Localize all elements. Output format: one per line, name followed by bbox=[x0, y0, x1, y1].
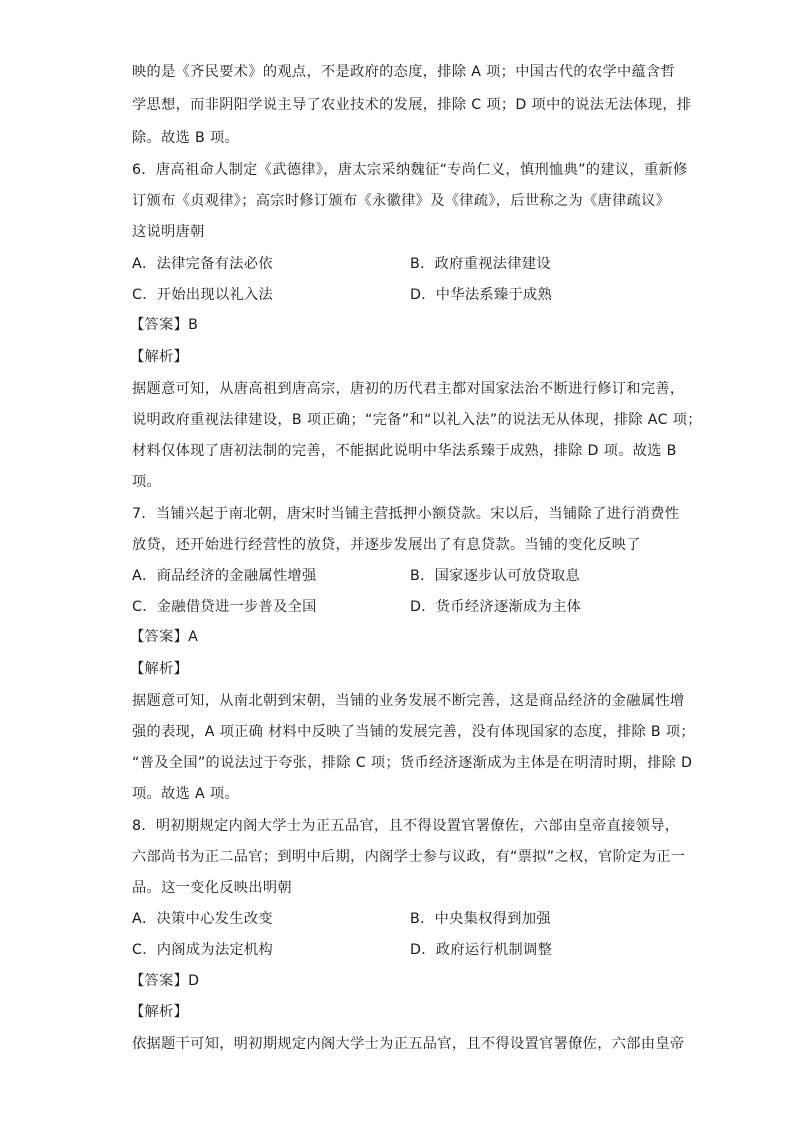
question-7-stem-line: 放贷，还开始进行经营性的放贷，并逐步发展出了有息贷款。当铺的变化反映了 bbox=[132, 537, 641, 553]
question-7-stem-line: 7．当铺兴起于南北朝，唐宋时当铺主营抵押小额贷款。宋以后，当铺除了进行消费性 bbox=[132, 506, 680, 522]
question-6-stem-line: 订颁布《贞观律》；高宗时修订颁布《永徽律》及《律疏》，后世称之为《唐律疏议》 bbox=[132, 193, 671, 209]
question-6-option-b: B．政府重视法律建设 bbox=[410, 256, 551, 272]
question-7-option-b: B．国家逐步认可放贷取息 bbox=[410, 568, 580, 584]
question-7-analysis-line: 据题意可知，从南北朝到宋朝，当铺的业务发展不断完善，这是商品经济的金融属性增 bbox=[132, 693, 685, 709]
question-8-option-c: C．内阁成为法定机构 bbox=[132, 942, 274, 958]
question-6-analysis-line: 项。 bbox=[132, 474, 162, 490]
question-6-option-a: A．法律完备有法必依 bbox=[132, 256, 273, 272]
text-line: 学思想，而非阴阳学说主导了农业技术的发展，排除 C 项；D 项中的说法无法体现，排 bbox=[132, 97, 692, 113]
question-7-analysis-line: 强的表现，A 项正确 材料中反映了当铺的发展完善，没有体现国家的态度，排除 B 项； bbox=[132, 724, 695, 740]
question-6-option-d: D．中华法系臻于成熟 bbox=[410, 287, 553, 303]
question-6-answer: 【答案】B bbox=[130, 317, 199, 333]
question-6-analysis-line: 说明政府重视法律建设，B 项正确；“完备”和“以礼入法”的说法无从体现，排除 AC 项； bbox=[132, 412, 702, 428]
question-6-analysis-line: 据题意可知，从唐高祖到唐高宗，唐初的历代君主都对国家法治不断进行修订和完善， bbox=[132, 381, 685, 397]
question-8-option-d: D．政府运行机制调整 bbox=[410, 942, 553, 958]
question-7-answer: 【答案】A bbox=[130, 629, 199, 645]
question-8-option-b: B．中央集权得到加强 bbox=[410, 911, 551, 927]
question-7-analysis-line: “普及全国”的说法过于夸张，排除 C 项；货币经济逐渐成为主体是在明清时期，排除 D bbox=[132, 755, 693, 771]
question-7-option-a: A．商品经济的金融属性增强 bbox=[132, 568, 317, 584]
question-7-option-c: C．金融借贷进一步普及全国 bbox=[132, 599, 317, 615]
text-line: 除。故选 B 项。 bbox=[132, 130, 240, 146]
question-6-option-c: C．开始出现以礼入法 bbox=[132, 287, 274, 303]
text-line: 映的是《齐民要术》的观点，不是政府的态度，排除 A 项；中国古代的农学中蕴含哲 bbox=[132, 64, 676, 80]
question-8-stem-line: 六部尚书为正二品官；到明中后期，内阁学士参与议政，有“票拟”之权，官阶定为正一 bbox=[132, 849, 686, 865]
question-6-analysis-label: 【解析】 bbox=[130, 349, 189, 365]
question-7-analysis-label: 【解析】 bbox=[130, 661, 189, 677]
question-8-answer: 【答案】D bbox=[130, 973, 200, 989]
question-8-analysis-label: 【解析】 bbox=[130, 1004, 189, 1020]
question-6-analysis-line: 材料仅体现了唐初法制的完善，不能据此说明中华法系臻于成熟，排除 D 项。故选 B bbox=[132, 443, 677, 459]
question-6-stem-line: 6．唐高祖命人制定《武德律》，唐太宗采纳魏征“专尚仁义，慎刑恤典”的建议，重新修 bbox=[132, 162, 688, 178]
question-8-stem-line: 8．明初期规定内阁大学士为正五品官，且不得设置官署僚佐，六部由皇帝直接领导， bbox=[132, 818, 680, 834]
question-7-option-d: D．货币经济逐渐成为主体 bbox=[410, 599, 582, 615]
question-8-option-a: A．决策中心发生改变 bbox=[132, 911, 273, 927]
question-6-stem-line: 这说明唐朝 bbox=[132, 224, 205, 240]
question-8-analysis-line: 依据题干可知，明初期规定内阁大学士为正五品官，且不得设置官署僚佐，六部由皇帝 bbox=[132, 1036, 685, 1052]
question-8-stem-line: 品。这一变化反映出明朝 bbox=[132, 880, 292, 896]
question-7-analysis-line: 项。故选 A 项。 bbox=[132, 786, 240, 802]
